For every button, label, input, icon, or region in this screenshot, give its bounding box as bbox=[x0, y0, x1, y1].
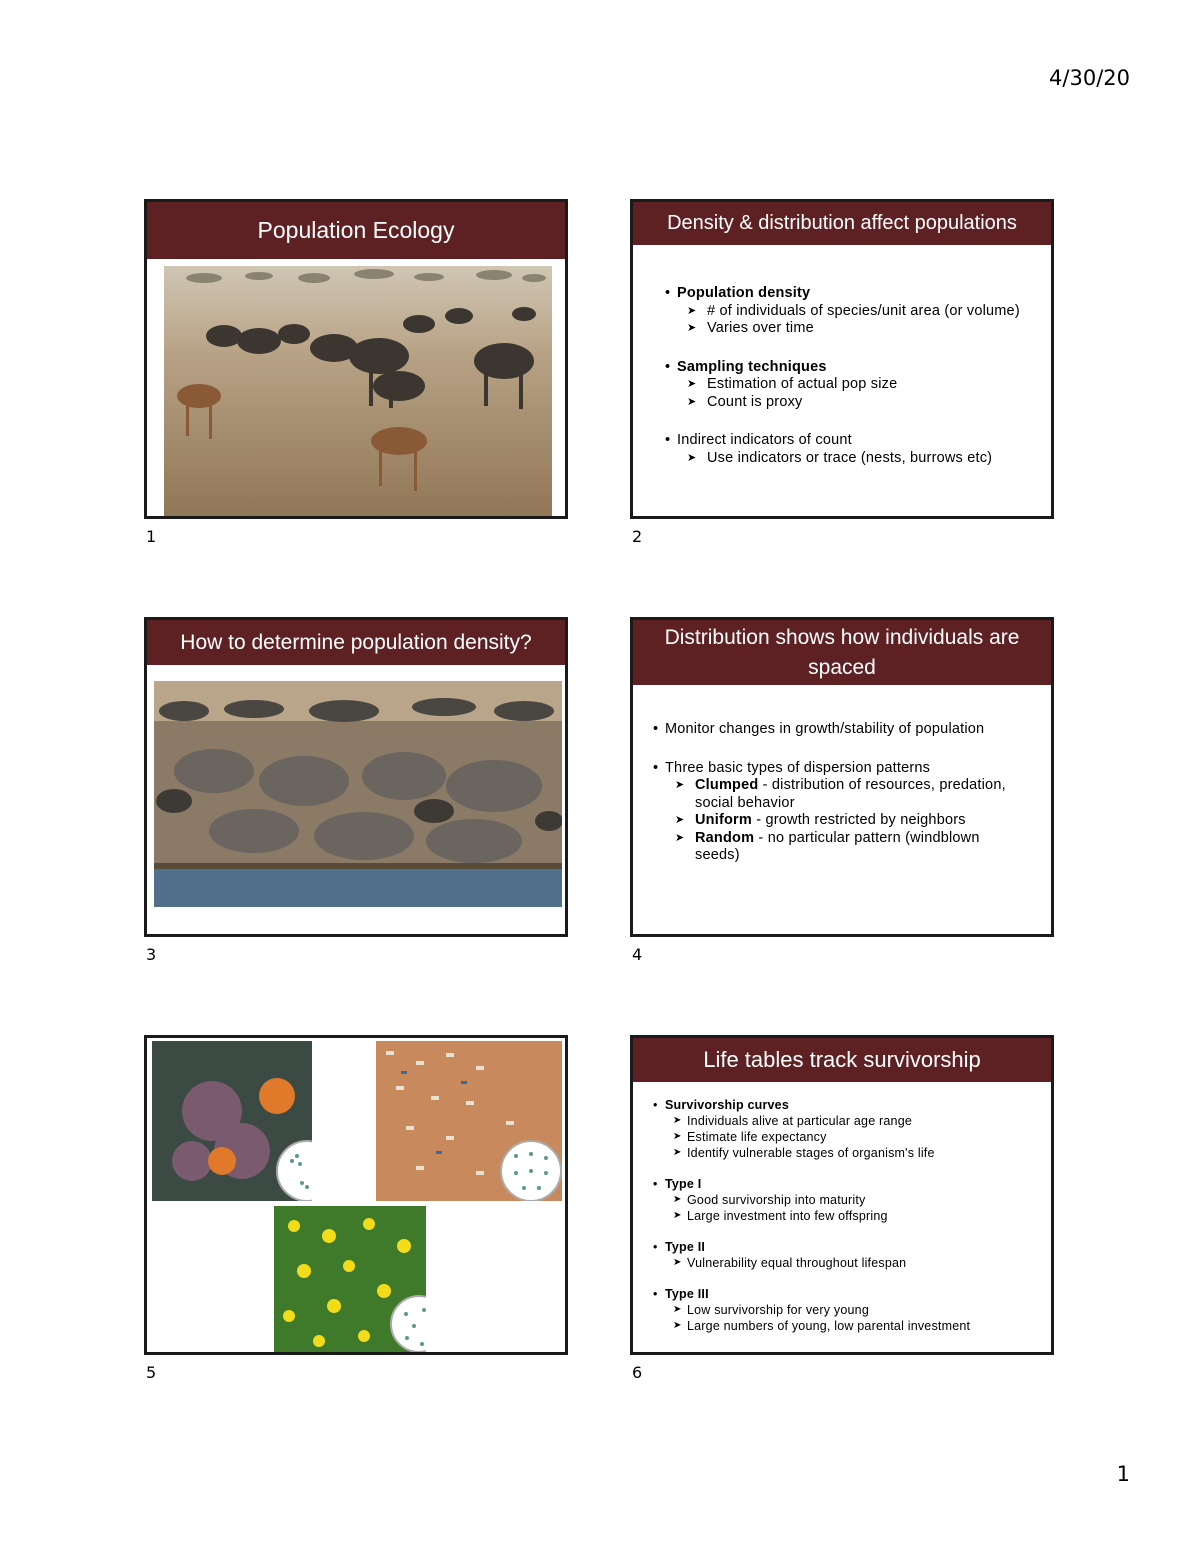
sub-bullet: ➤ Estimate life expectancy bbox=[673, 1130, 827, 1144]
slide-3-number: 3 bbox=[146, 945, 157, 964]
arrow-icon: ➤ bbox=[673, 1115, 682, 1126]
arrow-icon: ➤ bbox=[687, 304, 697, 317]
wildebeest-herd-photo bbox=[164, 266, 552, 518]
arrow-icon: ➤ bbox=[673, 1147, 682, 1158]
sea-stars-clumped-photo bbox=[152, 1041, 312, 1201]
sub-bullet: ➤ Clumped - distribution of resources, predation, social behavior bbox=[675, 777, 1006, 811]
bullet: • Survivorship curves bbox=[653, 1098, 789, 1112]
arrow-icon: ➤ bbox=[675, 779, 685, 791]
slide-2 bbox=[630, 199, 1054, 519]
slide-4 bbox=[630, 617, 1054, 937]
slide-6 bbox=[630, 1035, 1054, 1355]
page-date: 4/30/20 bbox=[1049, 66, 1130, 90]
arrow-icon: ➤ bbox=[675, 831, 685, 844]
arrow-icon: ➤ bbox=[673, 1131, 682, 1142]
arrow-icon: ➤ bbox=[673, 1257, 682, 1268]
sub-bullet: ➤ Low survivorship for very young bbox=[673, 1303, 869, 1317]
slide-6-bullets bbox=[653, 1097, 1043, 1334]
slide-6-number: 6 bbox=[632, 1363, 643, 1382]
bullet: • Type III bbox=[653, 1287, 709, 1301]
bullet-icon: • bbox=[653, 1098, 658, 1112]
bullet-icon: • bbox=[653, 1287, 658, 1301]
slide-5 bbox=[144, 1035, 568, 1355]
slide-3-title: How to determine population density? bbox=[147, 620, 565, 668]
slide-6-title: Life tables track survivorship bbox=[633, 1038, 1051, 1085]
wildebeest-watering-hole-photo bbox=[154, 681, 562, 907]
bullet: • Type I bbox=[653, 1177, 702, 1191]
bullet-icon: • bbox=[653, 721, 659, 737]
slide-1 bbox=[144, 199, 568, 519]
bullet: • Type II bbox=[653, 1240, 706, 1254]
sub-bullet: ➤ Estimation of actual pop size bbox=[687, 376, 898, 392]
bullet: • Sampling techniques bbox=[665, 358, 827, 375]
bullet-icon: • bbox=[665, 432, 671, 448]
sub-bullet: ➤ Identify vulnerable stages of organism's life bbox=[673, 1146, 935, 1160]
slide-3 bbox=[144, 617, 568, 937]
arrow-icon: ➤ bbox=[687, 395, 697, 408]
slide-1-number: 1 bbox=[146, 527, 157, 546]
slide-5-number: 5 bbox=[146, 1363, 157, 1382]
slide-1-title: Population Ecology bbox=[147, 202, 565, 262]
arrow-icon: ➤ bbox=[687, 451, 697, 464]
bullet-icon: • bbox=[653, 759, 659, 776]
bullet-icon: • bbox=[653, 1240, 658, 1254]
arrow-icon: ➤ bbox=[687, 378, 697, 390]
sub-bullet: ➤ Varies over time bbox=[687, 320, 814, 336]
bullet: • Indirect indicators of count bbox=[665, 432, 852, 448]
sub-bullet: ➤ Count is proxy bbox=[687, 393, 803, 410]
slide-4-bullets bbox=[653, 721, 1038, 865]
bullet-icon: • bbox=[653, 1177, 658, 1191]
sub-bullet: ➤ Vulnerability equal throughout lifespan bbox=[673, 1256, 907, 1270]
sub-bullet: ➤ # of individuals of species/unit area (or volume) bbox=[687, 302, 1020, 319]
bullet: • Population density bbox=[665, 285, 811, 301]
bullet: • Three basic types of dispersion patterns bbox=[653, 759, 931, 776]
slide-2-bullets bbox=[665, 285, 1050, 467]
beach-people-uniform-photo bbox=[376, 1041, 562, 1201]
arrow-icon: ➤ bbox=[673, 1304, 682, 1315]
sub-bullet: ➤ Good survivorship into maturity bbox=[673, 1193, 866, 1207]
page-number: 1 bbox=[1116, 1462, 1130, 1486]
arrow-icon: ➤ bbox=[675, 814, 685, 826]
dandelions-random-photo bbox=[274, 1206, 426, 1354]
slide-4-title: Distribution shows how individuals are spaced bbox=[633, 620, 1051, 688]
slide-2-title: Density & distribution affect populations bbox=[633, 202, 1051, 248]
sub-bullet: ➤ Random - no particular pattern (windblown seeds) bbox=[675, 829, 980, 863]
sub-bullet: ➤ Large numbers of young, low parental investment bbox=[673, 1319, 971, 1333]
arrow-icon: ➤ bbox=[687, 322, 697, 334]
arrow-icon: ➤ bbox=[673, 1210, 682, 1221]
bullet-icon: • bbox=[665, 358, 671, 375]
sub-bullet: ➤ Use indicators or trace (nests, burrows etc) bbox=[687, 449, 993, 466]
sub-bullet: ➤ Individuals alive at particular age range bbox=[673, 1114, 912, 1128]
bullet: • Monitor changes in growth/stability of population bbox=[653, 721, 985, 737]
sub-bullet: ➤ Large investment into few offspring bbox=[673, 1209, 888, 1223]
slide-2-number: 2 bbox=[632, 527, 643, 546]
arrow-icon: ➤ bbox=[673, 1320, 682, 1331]
arrow-icon: ➤ bbox=[673, 1194, 682, 1205]
sub-bullet: ➤ Uniform - growth restricted by neighbors bbox=[675, 812, 966, 828]
slide-4-number: 4 bbox=[632, 945, 643, 964]
bullet-icon: • bbox=[665, 285, 671, 301]
